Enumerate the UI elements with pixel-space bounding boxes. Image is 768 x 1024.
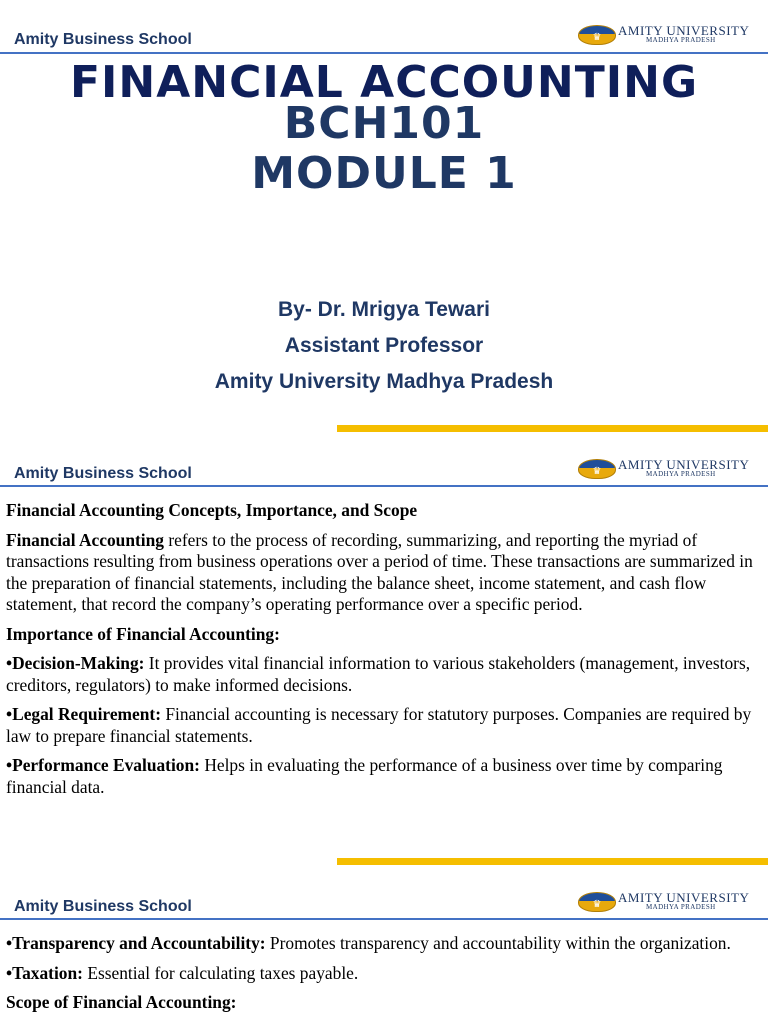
bullet-term: •Transparency and Accountability: (6, 933, 266, 953)
school-name: Amity Business School (14, 31, 192, 48)
gold-accent-bar (337, 858, 768, 865)
logo-university-sub: MADHYA PRADESH (646, 903, 716, 911)
school-name: Amity Business School (14, 898, 192, 915)
header-divider (0, 52, 768, 54)
scope-heading: Scope of Financial Accounting: (6, 992, 237, 1012)
content-slide-1 (0, 434, 768, 867)
definition-paragraph (6, 530, 754, 616)
bullet-item (6, 755, 754, 798)
bullet-term: •Performance Evaluation: (6, 755, 200, 775)
amity-logo (578, 24, 768, 48)
title-course-name: FINANCIAL ACCOUNTING (69, 57, 699, 99)
slide-title (0, 55, 768, 199)
amity-logo (578, 458, 768, 482)
bullet-item (6, 963, 754, 985)
bullet-text: It provides vital financial information to various stakeholders (management, investors, creditors, regulators) to make informed decisions. (6, 653, 751, 695)
content-slide-2 (0, 867, 768, 1024)
bullet-item (6, 653, 754, 696)
importance-heading: Importance of Financial Accounting: (6, 623, 280, 644)
bullet-text: Helps in evaluating the performance of a business over time by comparing financial data. (6, 755, 723, 797)
amity-logo (578, 891, 768, 915)
bullet-text: Essential for calculating taxes payable. (82, 962, 359, 983)
author-university: Amity University Madhya Pradesh (214, 370, 554, 393)
logo-university-sub: MADHYA PRADESH (646, 36, 716, 44)
header-divider (0, 485, 768, 487)
author-designation: Assistant Professor (284, 334, 484, 357)
bullet-text: Financial accounting is necessary for statutory purposes. Companies are required by law to prepare financial statements. (6, 704, 752, 746)
bullet-item (6, 933, 754, 955)
bullet-text: Promotes transparency and accountability within the organization. (265, 933, 731, 953)
amity-emblem-icon: ♛ (578, 25, 616, 45)
header-divider (0, 918, 768, 920)
title-module: MODULE 1 (251, 148, 517, 199)
title-slide (0, 0, 768, 434)
definition-term: Financial Accounting (6, 529, 164, 550)
gold-accent-bar (337, 425, 768, 432)
amity-emblem-icon: ♛ (578, 892, 616, 912)
author-info (0, 292, 768, 400)
amity-emblem-icon: ♛ (578, 459, 616, 479)
bullet-term: •Decision-Making: (6, 653, 145, 673)
logo-university-name: AMITY UNIVERSITY (618, 23, 750, 38)
bullet-term: •Legal Requirement: (6, 704, 162, 724)
logo-university-name: AMITY UNIVERSITY (618, 890, 750, 905)
slide-body (6, 500, 754, 806)
bullet-term: •Taxation: (6, 962, 83, 983)
author-name: By- Dr. Mrigya Tewari (277, 298, 490, 321)
title-course-code: BCH101 (283, 98, 485, 149)
section-heading: Financial Accounting Concepts, Importance, and Scope (6, 500, 418, 520)
definition-text: refers to the process of recording, summarizing, and reporting the myriad of transactions resulting from business operations over a period of time. These transactions are summarized in the preparation of financial statements, including the balance sheet, income statement, and cash flow statement, that record the company’s operating performance over a specific period. (6, 529, 753, 614)
slide-body (6, 933, 754, 1022)
logo-university-name: AMITY UNIVERSITY (618, 457, 750, 472)
bullet-item (6, 704, 754, 747)
logo-university-sub: MADHYA PRADESH (646, 470, 716, 478)
school-name: Amity Business School (14, 465, 192, 482)
